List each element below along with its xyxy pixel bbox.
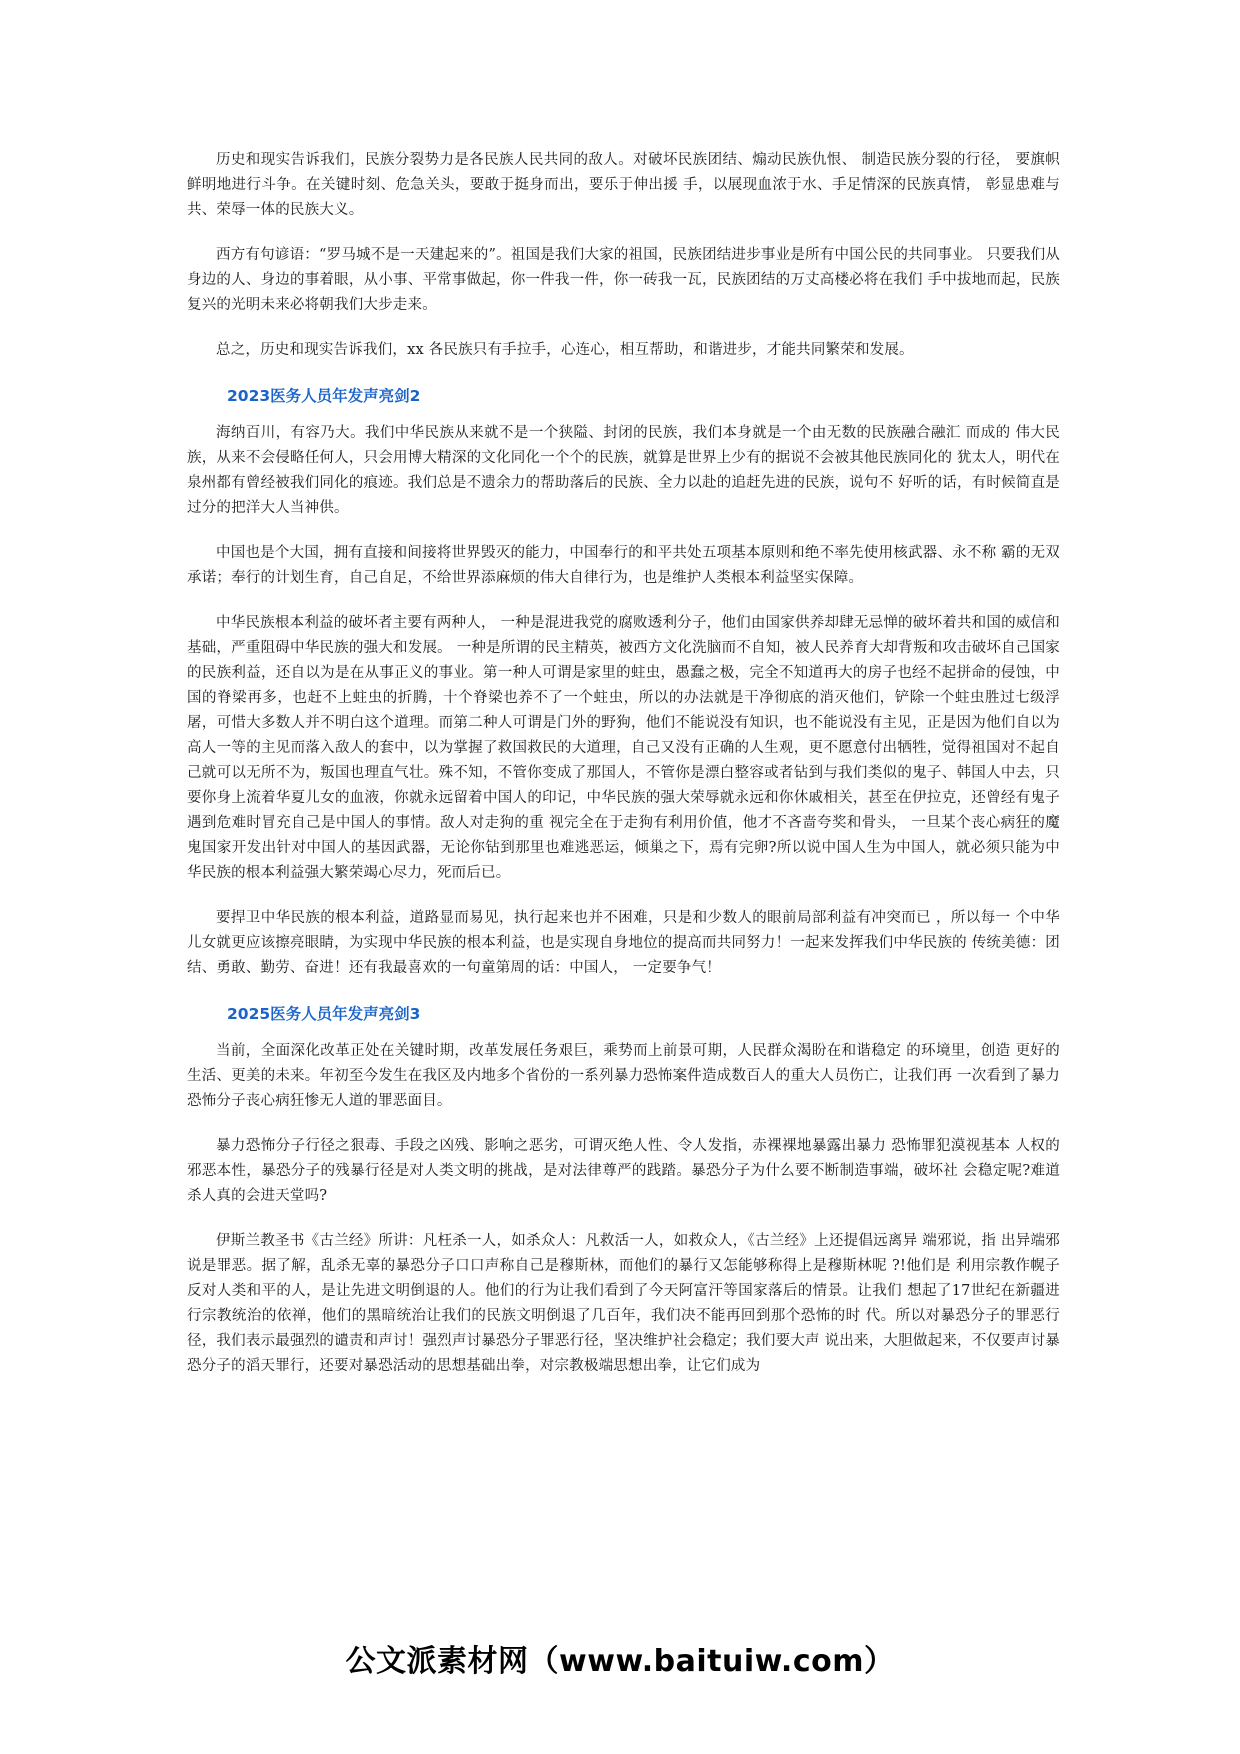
section-3-paragraph-3: 伊斯兰教圣书《古兰经》所讲：凡枉杀一人，如杀众人：凡救活一人，如救众人，《古兰经》上还提倡远离异 端邪说，指 出异端邪说是罪恶。据了解，乱杀无辜的暴恐分子口口声称自己是穆斯林，而他们的暴行又怎能够称得上是穆斯林呢 ?!他们是 利用宗教作幌子反对人类和平的人，是让先进文明倒退的人。他们的行为让我们看到了今天阿富汗等国家落后的情景。让我们 想起了17世纪在新疆进行宗教统治的依禅，他们的黑暗统治让我们的民族文明倒退了几百年，我们决不能再回到那个恐怖的时 代。所以对暴恐分子的罪恶行径，我们表示最强烈的谴责和声讨！强烈声讨暴恐分子罪恶行径，坚决维护社会稳定；我们要大声 说出来，大胆做起来，不仅要声讨暴恐分子的滔天罪行，还要对暴恐活动的思想基础出拳，对宗教极端思想出拳，让它们成为 <box>187 1233 1060 1374</box>
intro-paragraph-1: 历史和现实告诉我们，民族分裂势力是各民族人民共同的敌人。对破坏民族团结、煽动民族仇恨、 制造民族分裂的行径， 要旗帜鲜明地进行斗争。在关键时刻、危急关头，要敢于挺身而出，要乐于伸出援 手，以展现血浓于水、手足情深的民族真情， 彰显患难与共、荣辱一体的民族大义。 <box>187 152 1060 218</box>
intro-paragraph-2: 西方有句谚语：“罗马城不是一天建起来的”。祖国是我们大家的祖国，民族团结进步事业是所有中国公民的共同事业。 只要我们从身边的人、身边的事着眼，从小事、平常事做起，你一件我一件，你一砖我一瓦，民族团结的万丈高楼必将在我们 手中拔地而起，民族复兴的光明未来必将朝我们大步走来。 <box>187 247 1060 313</box>
footer-watermark: 公文派素材网（www.baituiw.com） <box>345 1644 895 1679</box>
section-2-paragraph-1: 海纳百川，有容乃大。我们中华民族从来就不是一个狭隘、封闭的民族，我们本身就是一个由无数的民族融合融汇 而成的 伟大民族，从来不会侵略任何人，只会用博大精深的文化同化一个个的民族，就算是世界上少有的据说不会被其他民族同化的 犹太人，明代在泉州都有曾经被我们同化的痕迹。我们总是不遗余力的帮助落后的民族、全力以赴的追赶先进的民族，说句不 好听的话，有时候简直是过分的把洋大人当神供。 <box>187 425 1060 516</box>
section-3-paragraph-2: 暴力恐怖分子行径之狠毒、手段之凶残、影响之恶劣，可谓灭绝人性、令人发指，赤裸裸地暴露出暴力 恐怖罪犯漠视基本 人权的邪恶本性，暴恐分子的残暴行径是对人类文明的挑战，是对法律尊严的践踏。暴恐分子为什么要不断制造事端，破坏社 会稳定呢?难道杀人真的会进天堂吗? <box>187 1138 1060 1204</box>
intro-paragraph-3: 总之，历史和现实告诉我们，xx 各民族只有手拉手，心连心，相互帮助，和谐进步，才能共同繁荣和发展。 <box>216 342 914 358</box>
section-3-heading: 2025医务人员年发声亮剑3 <box>227 1005 421 1023</box>
section-2-paragraph-3: 中华民族根本利益的破坏者主要有两种人， 一种是混进我党的腐败透利分子，他们由国家供养却肆无忌惮的破坏着共和国的威信和基础，严重阻碍中华民族的强大和发展。 一种是所谓的民主精英，被西方文化洗脑而不自知，被人民养育大却背叛和攻击破坏自己国家的民族利益，还自以为是在从事正义的事业。第一种人可谓是家里的蛀虫，愚蠢之极，完全不知道再大的房子也经不起拼命的侵蚀，中国的脊梁再多，也赶不上蛀虫的折腾，十个脊梁也养不了一个蛀虫，所以的办法就是干净彻底的消灭他们，铲除一个蛀虫胜过七级浮屠，可惜大多数人并不明白这个道理。而第二种人可谓是门外的野狗，他们不能说没有知识，也不能说没有主见，正是因为他们自以为高人一等的主见而落入敌人的套中，以为掌握了救国救民的大道理，自己又没有正确的人生观，更不愿意付出牺牲，觉得祖国对不起自己就可以无所不为，叛国也理直气壮。殊不知，不管你变成了那国人，不管你是漂白整容或者钻到与我们类似的鬼子、韩国人中去，只要你身上流着华夏儿女的血液，你就永远留着中国人的印记，中华民族的强大荣辱就永远和你休戚相关，甚至在伊拉克，还曾经有鬼子遇到危难时冒充自己是中国人的事情。敌人对走狗的重 视完全在于走狗有利用价值，他才不吝啬夸奖和骨头， 一旦某个丧心病狂的魔鬼国家开发出针对中国人的基因武器，无论你钻到那里也难逃恶运，倾巢之下，焉有完卵?所以说中国人生为中国人，就必须只能为中华民族的根本利益强大繁荣竭心尽力，死而后已。 <box>187 615 1060 881</box>
section-2-paragraph-4: 要捍卫中华民族的根本利益，道路显而易见，执行起来也并不困难，只是和少数人的眼前局部利益有冲突而已 ，所以每一 个中华儿女就更应该擦亮眼睛，为实现中华民族的根本利益，也是实现自身地位的提高而共同努力！一起来发挥我们中华民族的 传统美德：团结、勇敢、勤劳、奋进！还有我最喜欢的一句童第周的话：中国人， 一定要争气！ <box>187 910 1060 976</box>
section-3-paragraph-1: 当前，全面深化改革正处在关键时期，改革发展任务艰巨，乘势而上前景可期，人民群众渴盼在和谐稳定 的环境里，创造 更好的生活、更美的未来。年初至今发生在我区及内地多个省份的一系列暴力恐怖案件造成数百人的重大人员伤亡，让我们再 一次看到了暴力恐怖分子丧心病狂惨无人道的罪恶面目。 <box>187 1043 1060 1109</box>
section-2-heading: 2023医务人员年发声亮剑2 <box>227 387 421 405</box>
section-2-paragraph-2: 中国也是个大国，拥有直接和间接将世界毁灭的能力，中国奉行的和平共处五项基本原则和绝不率先使用核武器、永不称 霸的无双承诺；奉行的计划生育，自己自足，不给世界添麻烦的伟大自律行为，也是维护人类根本利益坚实保障。 <box>187 545 1060 586</box>
document-body <box>187 148 1060 1399</box>
